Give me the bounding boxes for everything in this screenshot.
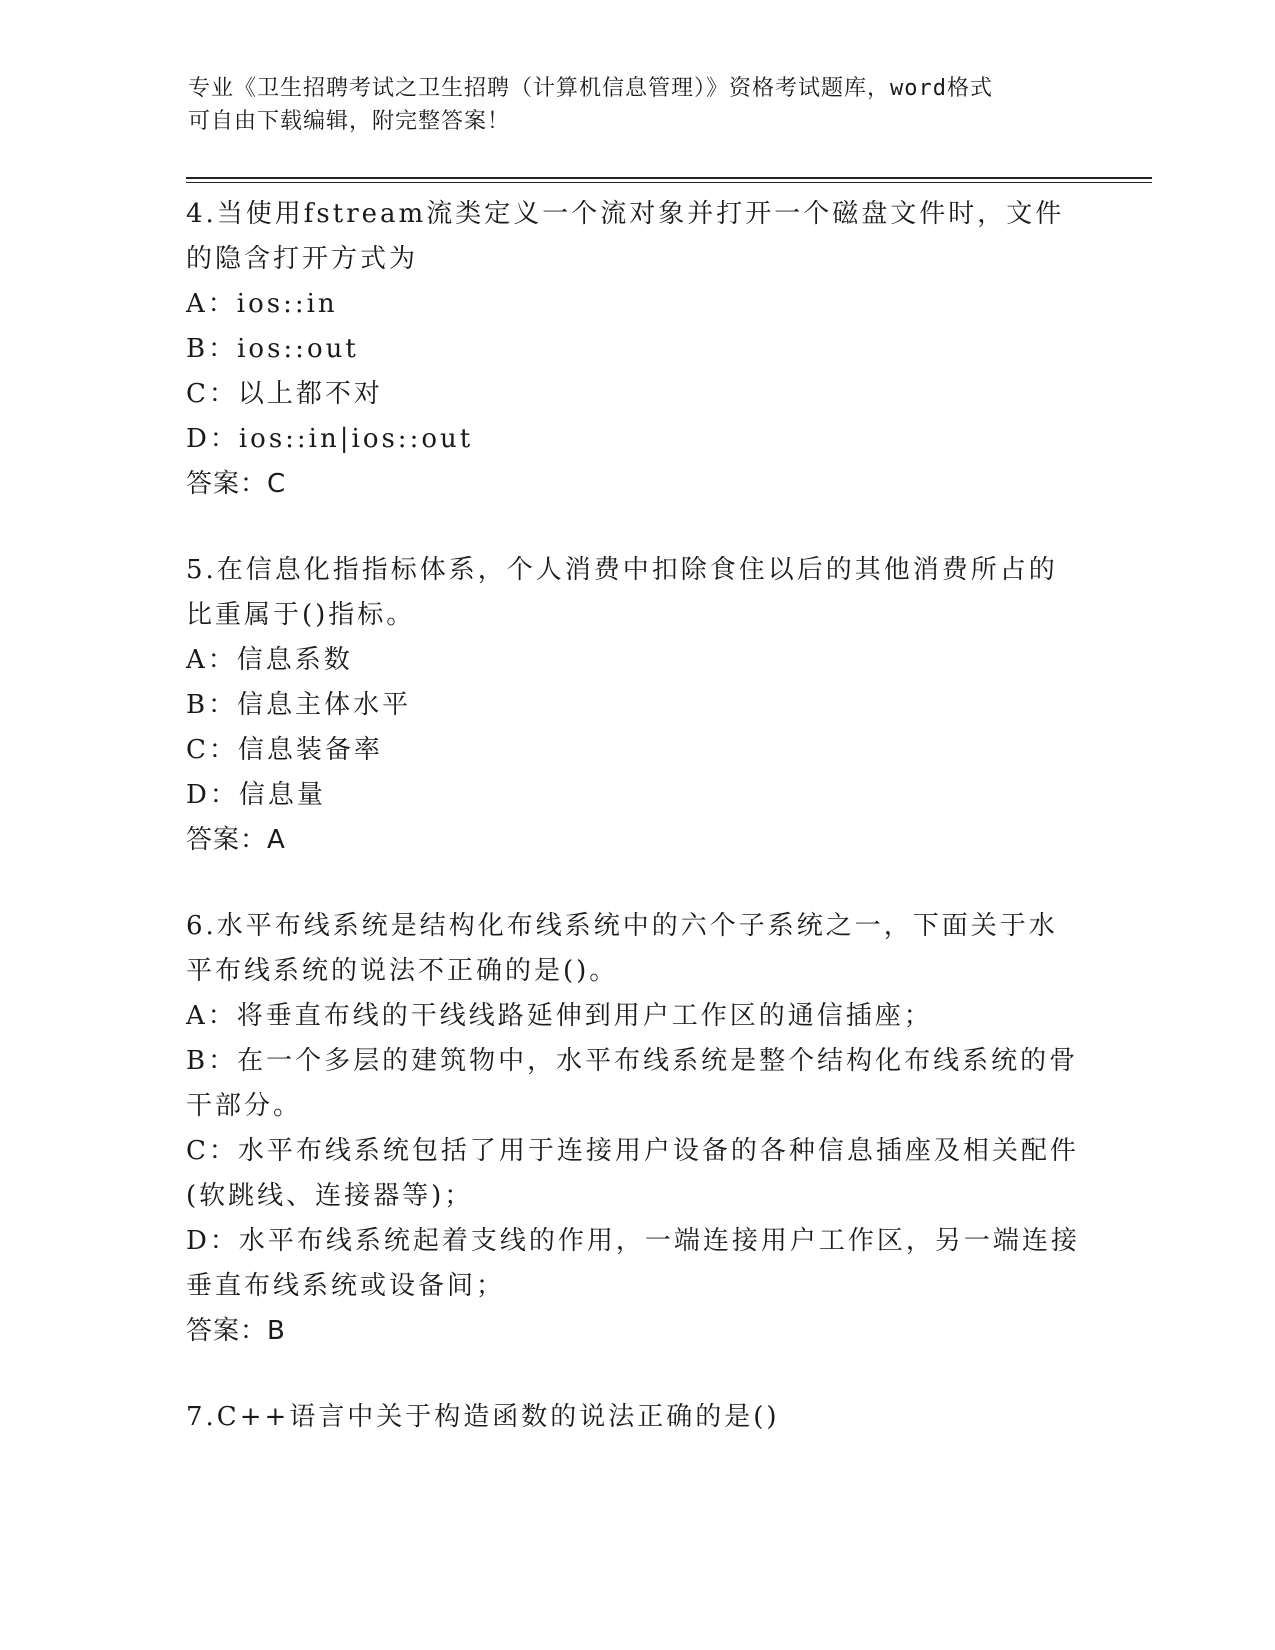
question-stem: 比重属于()指标。 <box>186 600 416 630</box>
header-line-1: 专业《卫生招聘考试之卫生招聘（计算机信息管理）》资格考试题库，word格式 <box>188 76 993 101</box>
answer-option: B：ios::out <box>186 334 359 364</box>
question-item <box>186 1395 1086 1440</box>
answer-option: 垂直布线系统或设备间； <box>186 1271 506 1301</box>
question-item <box>186 904 1086 1353</box>
question-list <box>186 192 1086 1482</box>
answer-option: (软跳线、连接器等)； <box>186 1181 474 1211</box>
answer-option: D：信息量 <box>186 780 326 810</box>
header-line-2: 可自由下载编辑，附完整答案！ <box>188 109 511 134</box>
document-header <box>188 72 1068 138</box>
question-stem: 6.水平布线系统是结构化布线系统中的六个子系统之一，下面关于水 <box>186 911 1058 941</box>
answer-key: 答案：B <box>186 1316 286 1346</box>
question-stem: 的隐含打开方式为 <box>186 244 419 274</box>
answer-option: C：信息装备率 <box>186 735 383 765</box>
question-stem: 5.在信息化指指标体系，个人消费中扣除食住以后的其他消费所占的 <box>186 555 1058 585</box>
answer-option: C：水平布线系统包括了用于连接用户设备的各种信息插座及相关配件 <box>186 1136 1079 1166</box>
question-item <box>186 548 1086 862</box>
question-item <box>186 192 1086 506</box>
answer-option: D：ios::in|ios::out <box>186 424 474 454</box>
header-divider-thick <box>186 177 1152 179</box>
answer-option: A：信息系数 <box>186 645 353 675</box>
header-divider-thin <box>186 182 1152 183</box>
answer-option: 干部分。 <box>186 1091 303 1121</box>
question-stem: 4.当使用fstream流类定义一个流对象并打开一个磁盘文件时，文件 <box>186 199 1065 229</box>
answer-option: B：信息主体水平 <box>186 690 412 720</box>
question-stem: 7.C++语言中关于构造函数的说法正确的是() <box>186 1402 780 1432</box>
answer-option: D：水平布线系统起着支线的作用，一端连接用户工作区，另一端连接 <box>186 1226 1080 1256</box>
answer-option: C：以上都不对 <box>186 379 383 409</box>
answer-key: 答案：A <box>186 825 286 855</box>
answer-option: B：在一个多层的建筑物中，水平布线系统是整个结构化布线系统的骨 <box>186 1046 1079 1076</box>
answer-option: A：将垂直布线的干线线路延伸到用户工作区的通信插座； <box>186 1001 933 1031</box>
answer-key: 答案：C <box>186 469 287 499</box>
answer-option: A：ios::in <box>186 289 338 319</box>
question-stem: 平布线系统的说法不正确的是()。 <box>186 956 619 986</box>
